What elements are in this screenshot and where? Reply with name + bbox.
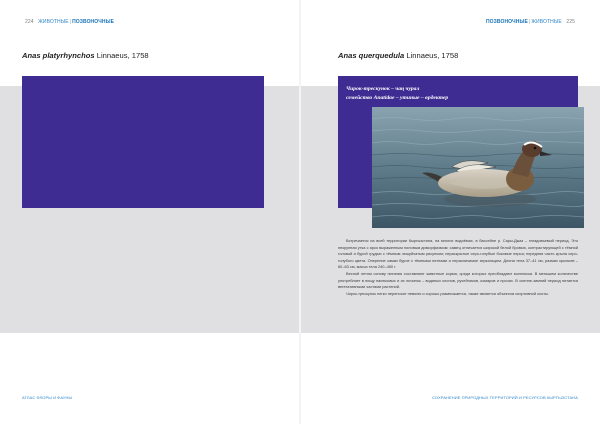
left-species-author: Linnaeus, 1758: [96, 51, 149, 60]
description-paragraph: Весной летом основу питания составляют животные корма, среди которых преобладают моллюски. В меньшем количестве употребляет в пищу насекомых и их личинок – водяных клопов, ручейников, комаров и прочих. В осенне-зимний период питается вегетативными частями растений.: [338, 270, 578, 290]
left-species-latin: Anas platyrhynchos: [22, 51, 95, 60]
right-species-author: Linnaeus, 1758: [406, 51, 459, 60]
left-running-header: [22, 19, 114, 25]
left-header-section: ЖИВОТНЫЕ: [38, 19, 69, 25]
description-paragraph: Встречается на всей территории Кыргызстана, на многих водоёмах, в бассейне р. Сары-Джаз – гнездовьевый период. Это некрупная утка с ярко выраженным половым диморфизмом: самец отличается широкой белой бровью, контрастирующей с тёмной головой и бурой грудью с тёмным чешуйчатым рисунком; нераскрытые серо-голубые боковые перья; передняя часть крыла серо-голубого цвета. Оперение самки бурое с тёмными пятнами и неразличимое зеркальцем. Длина тела 37–41 см, размах крыльев – 60–63 см, масса тела 240–450 г.: [338, 238, 578, 270]
header-separator: |: [528, 19, 531, 25]
right-page-number: 225: [566, 19, 575, 25]
left-footer: АТЛАС ФЛОРЫ И ФАУНЫ: [22, 395, 73, 400]
right-footer: СОХРАНЕНИЕ ПРИРОДНЫХ ТЕРРИТОРИЙ И РЕСУРСОВ КЫРГЫЗСТАНА: [432, 395, 578, 400]
left-page-number: 224: [25, 19, 34, 25]
species-description: [338, 238, 578, 297]
species-common-names: Чирок-трескунок – чаң чурал: [346, 86, 420, 92]
header-separator: |: [69, 19, 72, 25]
left-species-title: [22, 51, 149, 60]
left-header-subsection: ПОЗВОНОЧНЫЕ: [72, 19, 115, 25]
page-gutter: [299, 0, 301, 424]
right-header-section: ПОЗВОНОЧНЫЕ: [485, 19, 528, 25]
right-species-title: [338, 51, 458, 60]
right-header-subsection: ЖИВОТНЫЕ: [531, 19, 562, 25]
description-paragraph: Чирок-трескунок легко переносит неволю и хорошо размножается, также является объектом спортивной охоты.: [346, 290, 549, 296]
right-species-latin: Anas querquedula: [338, 51, 405, 60]
right-running-header: [486, 19, 578, 25]
species-family: семейство Anatidae – утиные – өрдектер: [346, 95, 449, 101]
garganey-duck-photo: [372, 107, 584, 228]
duck-photo-illustration: [372, 107, 584, 228]
left-info-plate: [22, 76, 264, 208]
